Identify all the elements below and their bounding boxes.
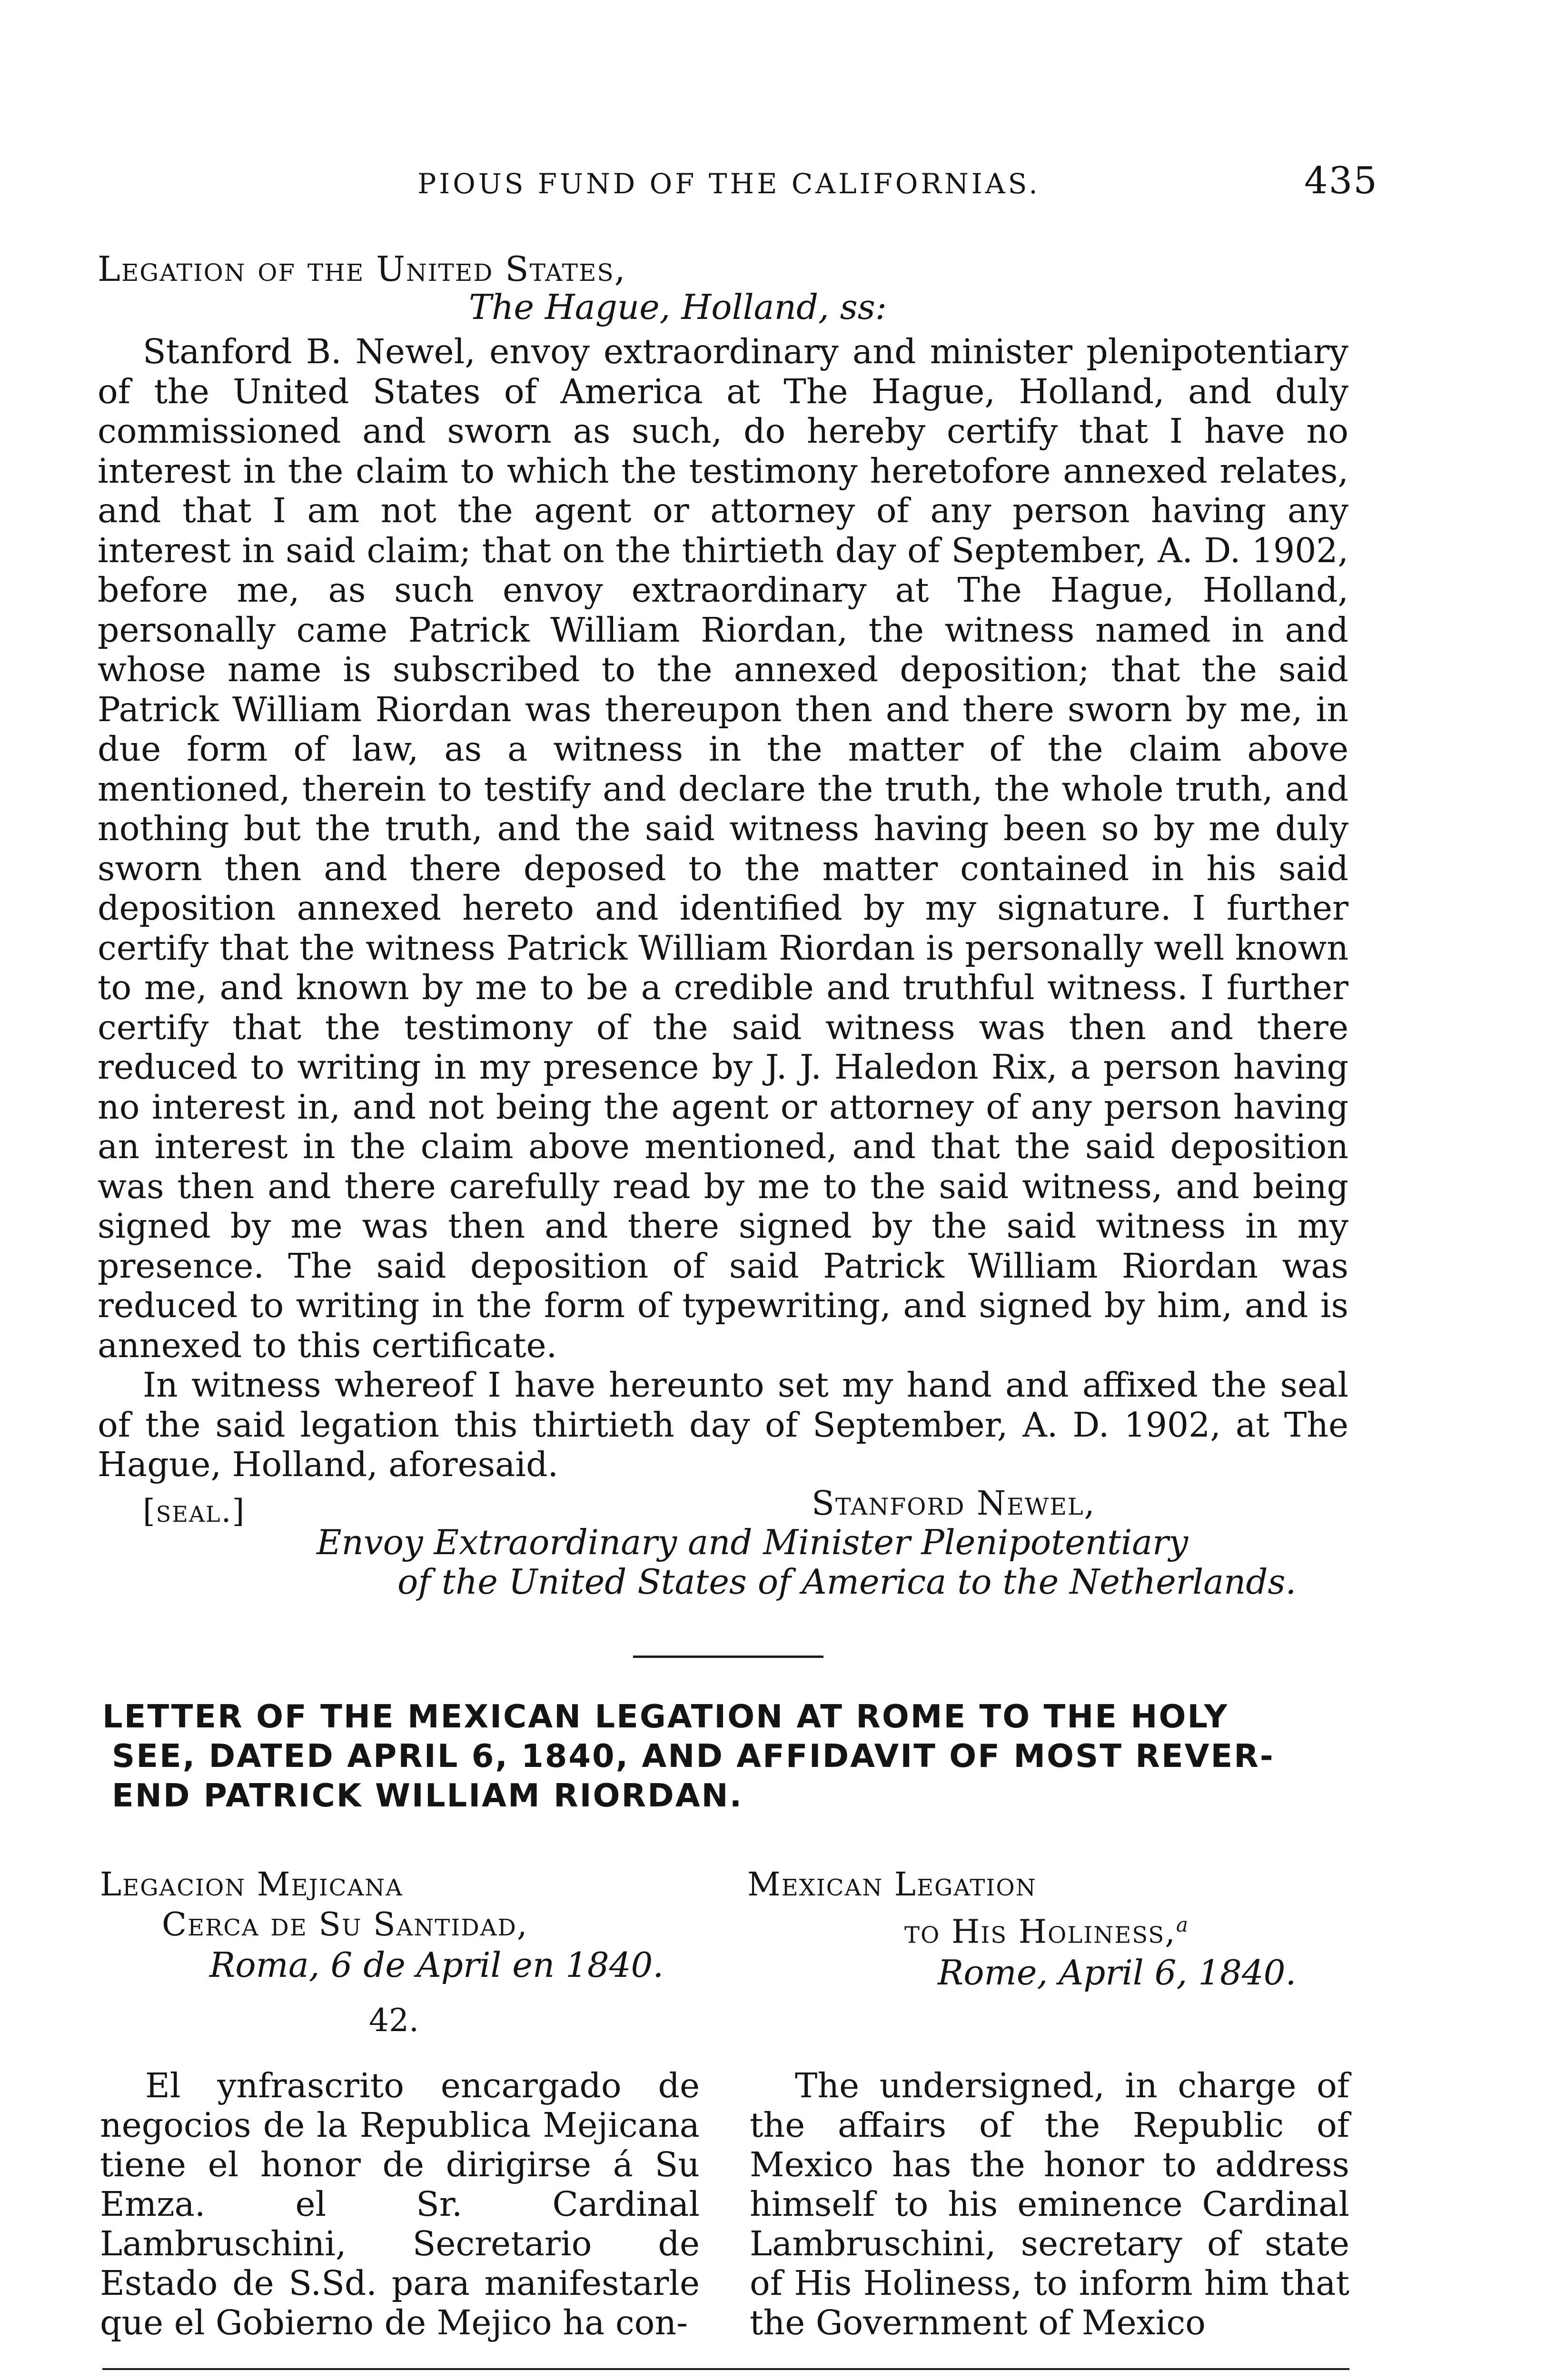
spanish-body: El ynfrascrito encargado de negocios de la Republica Mejicana tiene el honor de dirigirse á Su Emza. el Sr. Cardinal Lambruschini, Secretario de Estado de S.Sd. para manifestarle que el Gobierno de Mejico ha con-: [100, 2066, 700, 2342]
running-title: PIOUS FUND OF THE CALIFORNIAS.: [417, 168, 1041, 200]
signer-title-continued: of the United States of America to the Netherlands.: [397, 1562, 1297, 1602]
footnote-reference: a: [1176, 1913, 1188, 1936]
spanish-heading: [100, 1865, 664, 1985]
spanish-column: [100, 2066, 700, 2342]
letter-title-line: END PATRICK WILLIAM RIORDAN.: [112, 1777, 743, 1814]
letter-title-line: SEE, DATED APRIL 6, 1840, AND AFFIDAVIT OF MOST REVER-: [112, 1737, 1275, 1775]
english-column: [750, 2066, 1349, 2342]
document-number: 42.: [369, 2002, 419, 2039]
letter-title: [102, 1697, 1349, 1815]
certificate-place: The Hague, Holland, ss:: [469, 287, 887, 327]
english-heading: [747, 1865, 1296, 1993]
signer-title: Envoy Extraordinary and Minister Plenipotentiary: [317, 1522, 1189, 1562]
section-divider: [633, 1656, 823, 1658]
english-addressee: to His Holiness,: [904, 1913, 1176, 1951]
seal-mark: [seal.]: [143, 1493, 246, 1529]
english-body: The undersigned, in charge of the affairs of the Republic of Mexico has the honor to address himself to his eminence Cardinal Lambruschini, secretary of state of His Holiness, to inform him that the Government of Mexico: [750, 2066, 1349, 2342]
spanish-legation: Legacion Mejicana: [100, 1866, 403, 1904]
spanish-date: Roma, 6 de April en 1840.: [209, 1945, 664, 1985]
signer-name: Stanford Newel,: [812, 1484, 1096, 1523]
english-date: Rome, April 6, 1840.: [938, 1952, 1297, 1993]
english-legation: Mexican Legation: [747, 1866, 1037, 1904]
page-number: 435: [1304, 159, 1378, 202]
letter-title-line: LETTER OF THE MEXICAN LEGATION AT ROME TO THE HOLY: [102, 1698, 1229, 1735]
certificate-paragraph: Stanford B. Newel, envoy extraordinary and minister plenipotentiary of the United States of America at The Hague, Holland, and duly commissioned and sworn as such, do hereby certify that I have no interest in the claim to which the testimony heretofore annexed relates, and that I am not the agent or attorney of any person having any interest in said claim; that on the thirtieth day of September, A. D. 1902, before me, as such envoy extraordinary at The Hague, Holland, personally came Patrick William Riordan, the witness named in and whose name is subscribed to the annexed deposition; that the said Patrick William Riordan was thereupon then and there sworn by me, in due form of law, as a witness in the matter of the claim above mentioned, therein to testify and declare the truth, the whole truth, and nothing but the truth, and the said witness having been so by me duly sworn then and there deposed to the matter contained in his said deposition annexed hereto and identified by my signature. I further certify that the witness Patrick William Riordan is personally well known to me, and known by me to be a credible and truthful witness. I further certify that the testimony of the said witness was then and there reduced to writing in my presence by J. J. Haledon Rix, a person having no interest in, and not being the agent or attorney of any person having an interest in the claim above mentioned, and that the said deposition was then and there carefully read by me to the said witness, and being signed by me was then and there signed by the said witness in my presence. The said deposition of said Patrick William Riordan was reduced to writing in the form of typewriting, and signed by him, and is annexed to this certificate.: [98, 332, 1348, 1365]
certificate-body: [98, 332, 1348, 1485]
certificate-witness-paragraph: In witness whereof I have hereunto set my hand and affixed the seal of the said legation this thirtieth day of September, A. D. 1902, at The Hague, Holland, aforesaid.: [98, 1365, 1348, 1484]
certificate-heading: Legation of the United States,: [98, 249, 626, 289]
spanish-addressee: Cerca de Su Santidad,: [162, 1906, 528, 1944]
footnote-rule: [102, 2368, 1349, 2370]
